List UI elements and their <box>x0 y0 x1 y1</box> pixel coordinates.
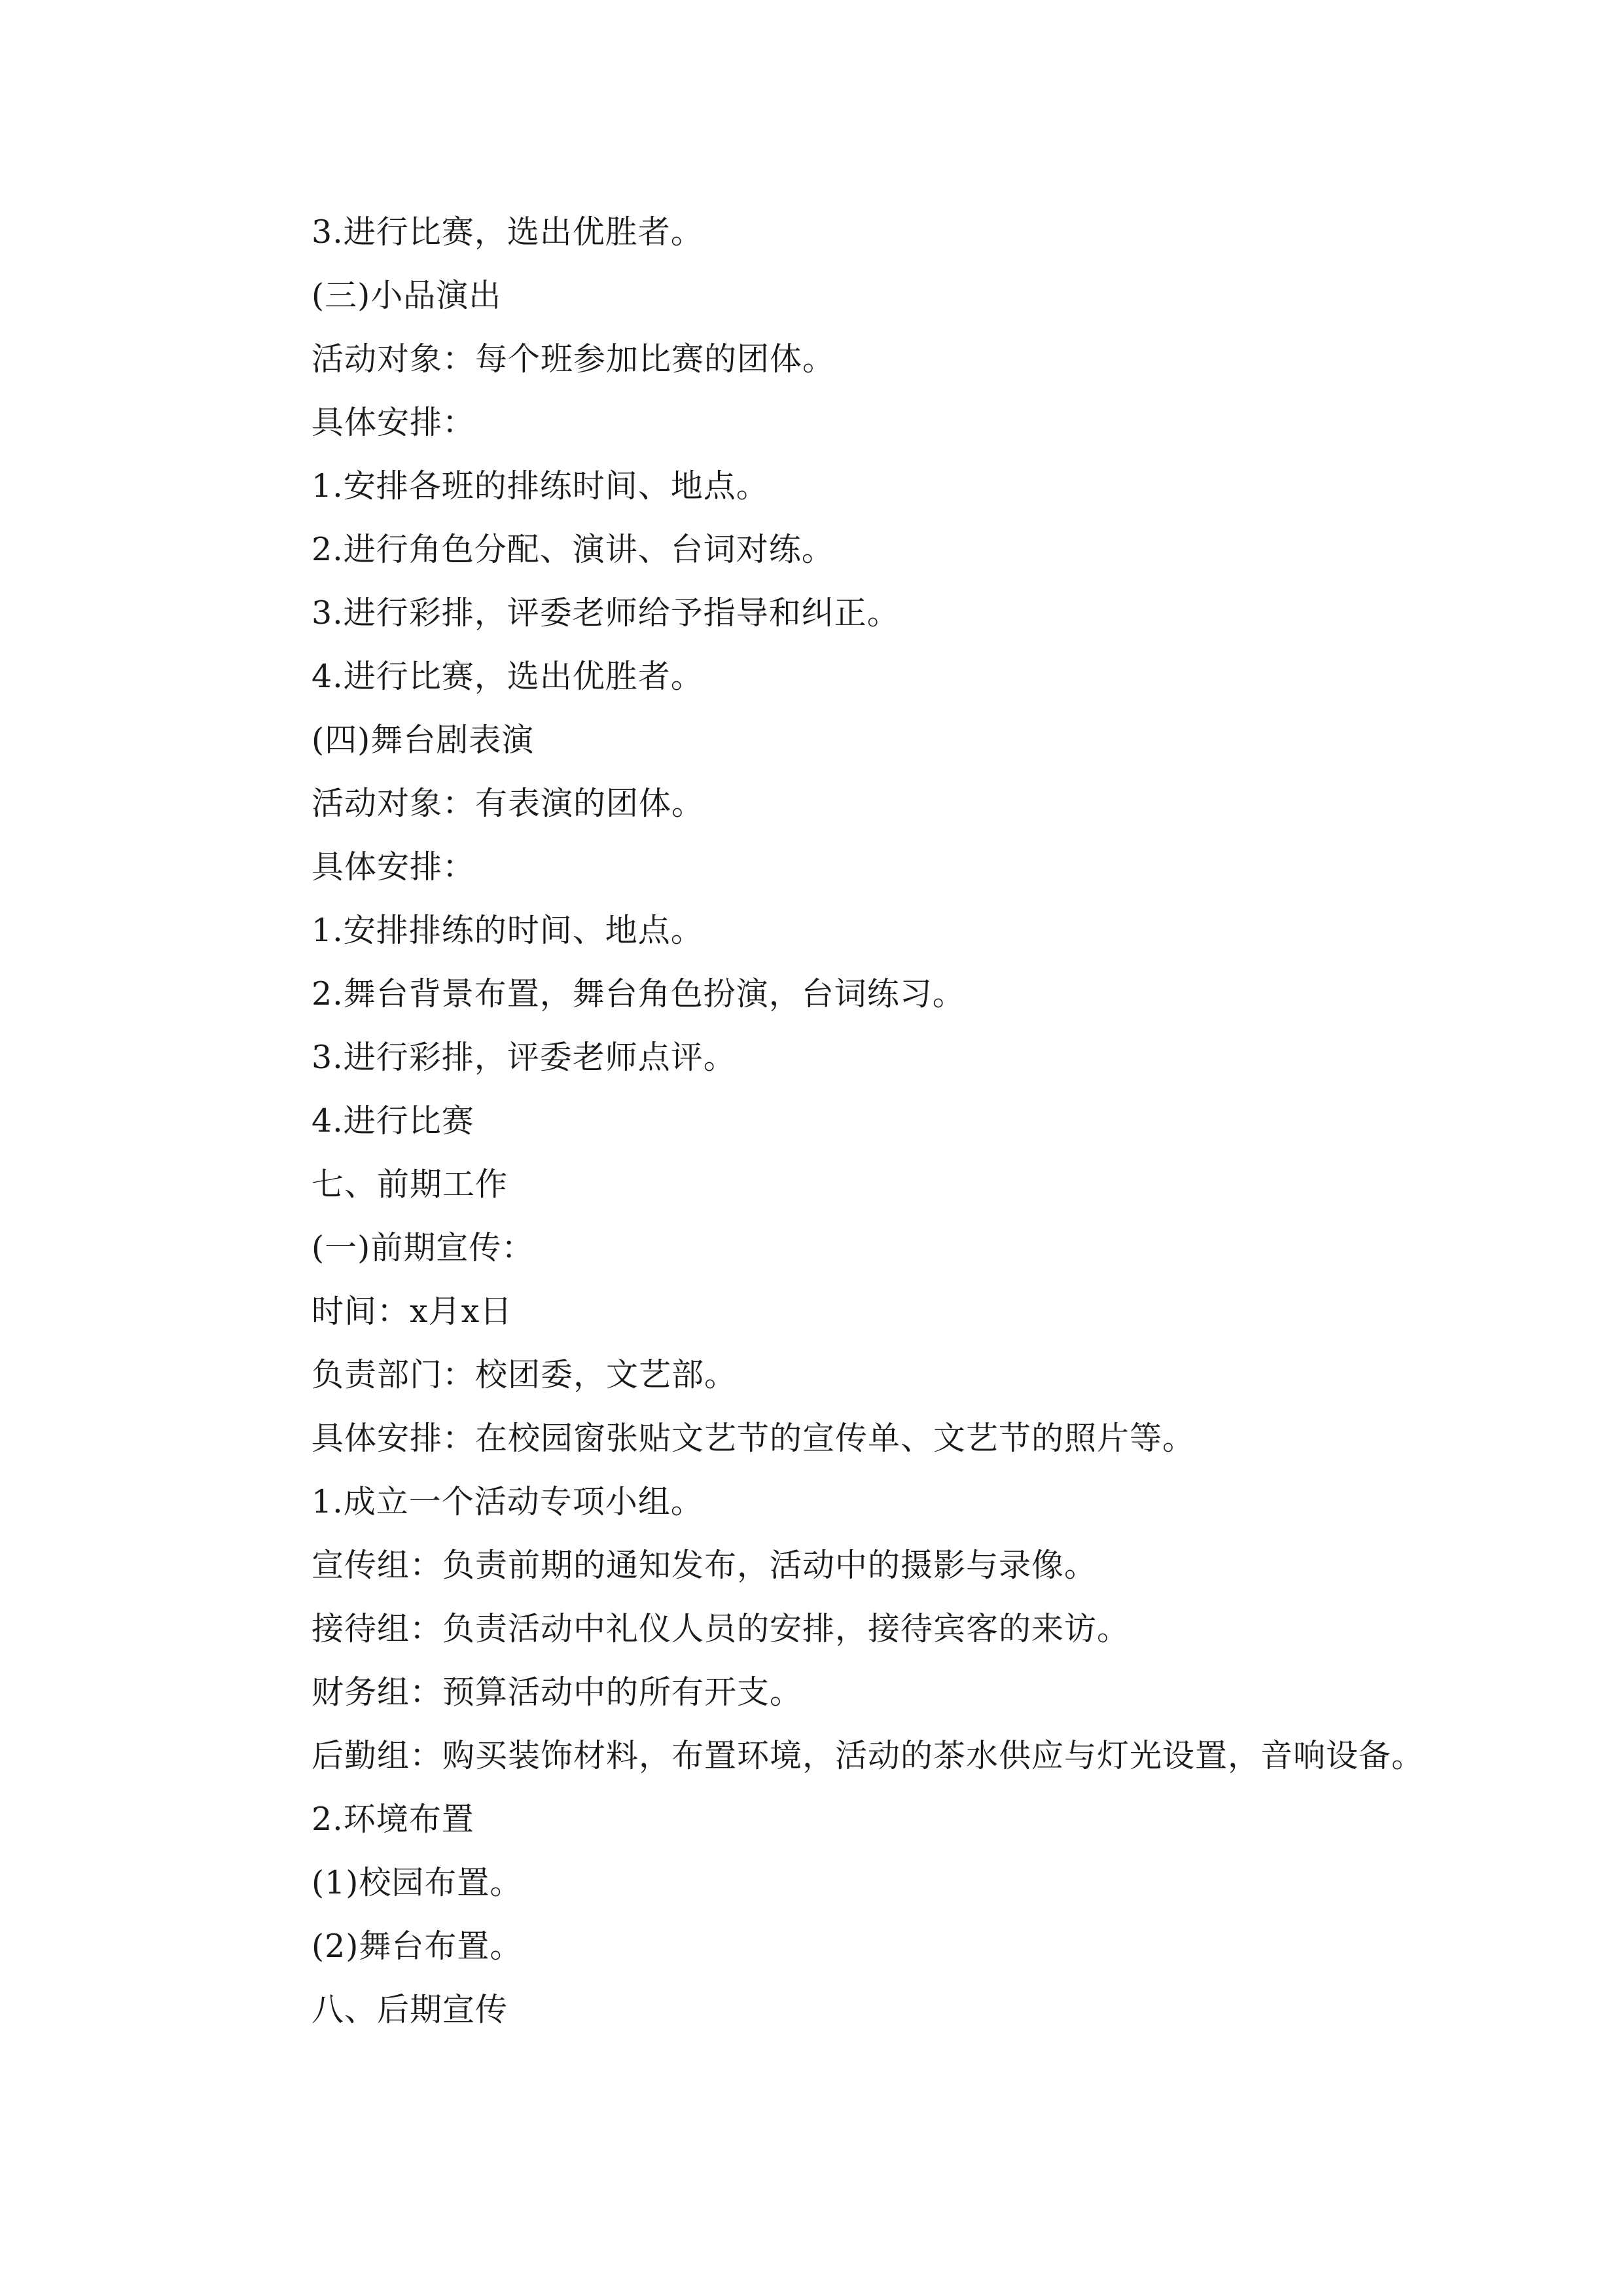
stage-play-step-2: 2.舞台背景布置，舞台角色扮演，台词练习。 <box>312 975 965 1013</box>
skit-step-2: 2.进行角色分配、演讲、台词对练。 <box>312 531 834 568</box>
section-7-heading: 七、前期工作 <box>312 1166 508 1203</box>
section-8-heading: 八、后期宣传 <box>312 1991 508 2028</box>
stage-play-arrangement-label: 具体安排： <box>312 848 476 886</box>
skit-participants: 活动对象：每个班参加比赛的团体。 <box>312 340 836 378</box>
stage-play-step-3: 3.进行彩排，评委老师点评。 <box>312 1039 736 1076</box>
environment-layout-item: 2.环境布置 <box>312 1801 474 1838</box>
promotion-department: 负责部门：校团委，文艺部。 <box>312 1356 738 1393</box>
logistics-group: 后勤组：购买装饰材料，布置环境，活动的茶水供应与灯光设置，音响设备。 <box>312 1737 1425 1774</box>
promotion-arrangement: 具体安排：在校园窗张贴文艺节的宣传单、文艺节的照片等。 <box>312 1420 1196 1457</box>
finance-group: 财务组：预算活动中的所有开支。 <box>312 1674 803 1711</box>
reception-group: 接待组：负责活动中礼仪人员的安排，接待宾客的来访。 <box>312 1610 1130 1647</box>
heading-skit-performance: (三)小品演出 <box>312 277 502 314</box>
document-body <box>312 200 1503 2041</box>
skit-step-4: 4.进行比赛，选出优胜者。 <box>312 658 704 695</box>
campus-layout: (1)校园布置。 <box>312 1864 523 1901</box>
skit-step-1: 1.安排各班的排练时间、地点。 <box>312 467 769 505</box>
stage-layout: (2)舞台布置。 <box>312 1928 523 1965</box>
publicity-group: 宣传组：负责前期的通知发布，活动中的摄影与录像。 <box>312 1547 1097 1584</box>
heading-stage-play: (四)舞台剧表演 <box>312 721 535 759</box>
task-group-item: 1.成立一个活动专项小组。 <box>312 1483 704 1520</box>
skit-arrangement-label: 具体安排： <box>312 404 476 441</box>
line-contest-step-3: 3.进行比赛，选出优胜者。 <box>312 213 704 251</box>
stage-play-step-1: 1.安排排练的时间、地点。 <box>312 912 704 949</box>
stage-play-participants: 活动对象：有表演的团体。 <box>312 785 705 822</box>
promotion-time: 时间：x月x日 <box>312 1293 513 1330</box>
subsection-promotion-heading: (一)前期宣传： <box>312 1229 535 1266</box>
skit-step-3: 3.进行彩排，评委老师给予指导和纠正。 <box>312 594 900 632</box>
stage-play-step-4: 4.进行比赛 <box>312 1102 474 1139</box>
